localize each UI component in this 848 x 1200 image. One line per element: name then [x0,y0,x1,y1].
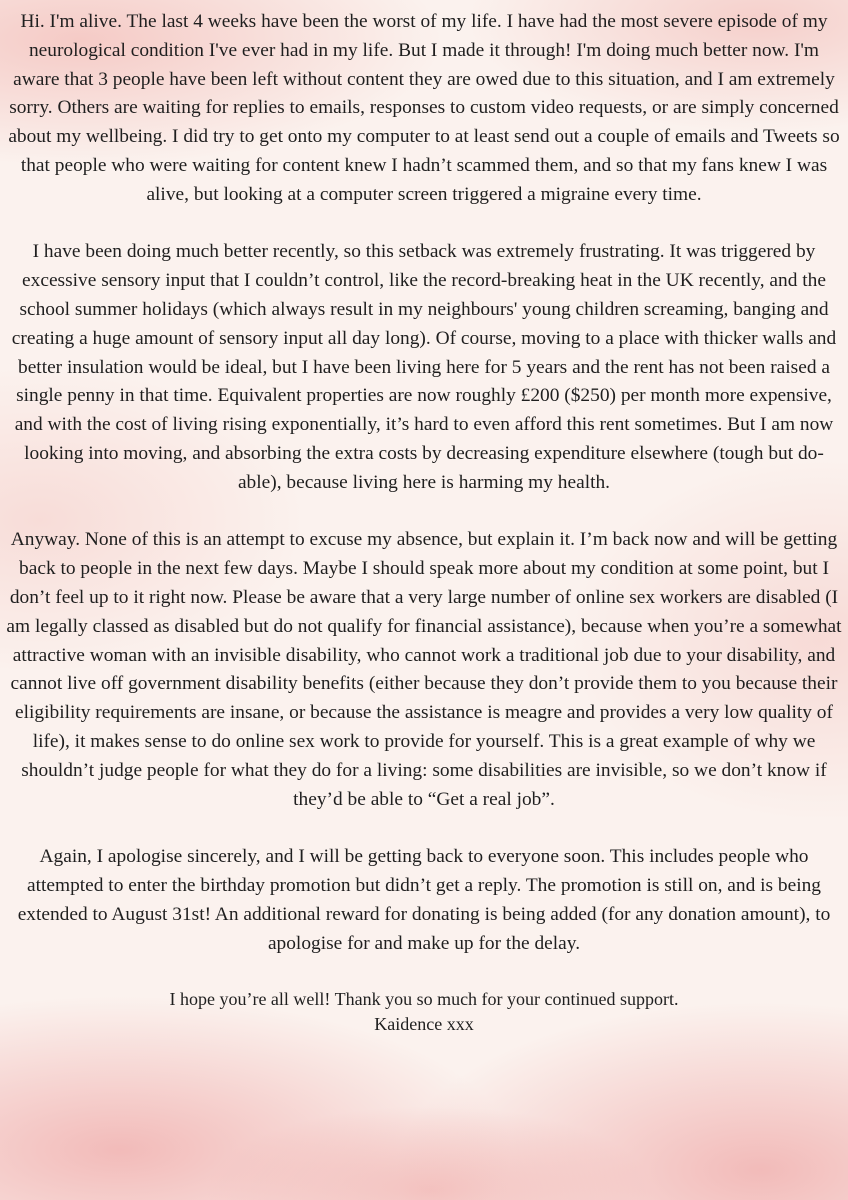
paragraph-intro: Hi. I'm alive. The last 4 weeks have been the worst of my life. I have had the most severe episode of my neurological condition I've ever had in my life. But I made it through! I'm doing much better now. I'm aware that 3 people have been left without content they are owed due to this situation, and I am extremely sorry. Others are waiting for replies to emails, responses to custom video requests, or are simply concerned about my wellbeing. I did try to get onto my computer to at least send out a couple of emails and Tweets so that people who were waiting for content knew I hadn’t scammed them, and so that my fans knew I was alive, but looking at a computer screen triggered a migraine every time. [8,11,840,205]
paragraph-explanation: Anyway. None of this is an attempt to excuse my absence, but explain it. I’m back now and will be getting back to people in the next few days. Maybe I should speak more about my condition at some point, but I don’t feel up to it right now. Please be aware that a very large number of online sex workers are disabled (I am legally classed as disabled but do not qualify for financial assistance), because when you’re a somewhat attractive woman with an invisible disability, who cannot work a traditional job due to your disability, and cannot live off government disability benefits (either because they don’t provide them to you because their eligibility requirements are insane, or because the assistance is meagre and provides a very low quality of life), it makes sense to do online sex work to provide for yourself. This is a great example of why we shouldn’t judge people for what they do for a living: some disabilities are invisible, so we don’t know if they’d be able to “Get a real job”. [6,529,842,810]
closing-line: I hope you’re all well! Thank you so much for your continued support. [169,989,679,1010]
closing-block [6,987,842,1037]
signature: Kaidence xxx [374,1014,474,1035]
paragraph-apology: Again, I apologise sincerely, and I will be getting back to everyone soon. This includes people who attempted to enter the birthday promotion but didn’t get a reply. The promotion is still on, and is being extended to August 31st! An additional reward for donating is being added (for any donation amount), to apologise for and make up for the delay. [17,846,831,954]
paragraph-setback: I have been doing much better recently, so this setback was extremely frustrating. It was triggered by excessive sensory input that I couldn’t control, like the record-breaking heat in the UK recently, and the school summer holidays (which always result in my neighbours' young children screaming, banging and creating a huge amount of sensory input all day long). Of course, moving to a place with thicker walls and better insulation would be ideal, but I have been living here for 5 years and the rent has not been raised a single penny in that time. Equivalent properties are now roughly £200 ($250) per month more expensive, and with the cost of living rising exponentially, it’s hard to even afford this rent sometimes. But I am now looking into moving, and absorbing the extra costs by decreasing expenditure elsewhere (tough but do-able), because living here is harming my health. [11,241,837,493]
